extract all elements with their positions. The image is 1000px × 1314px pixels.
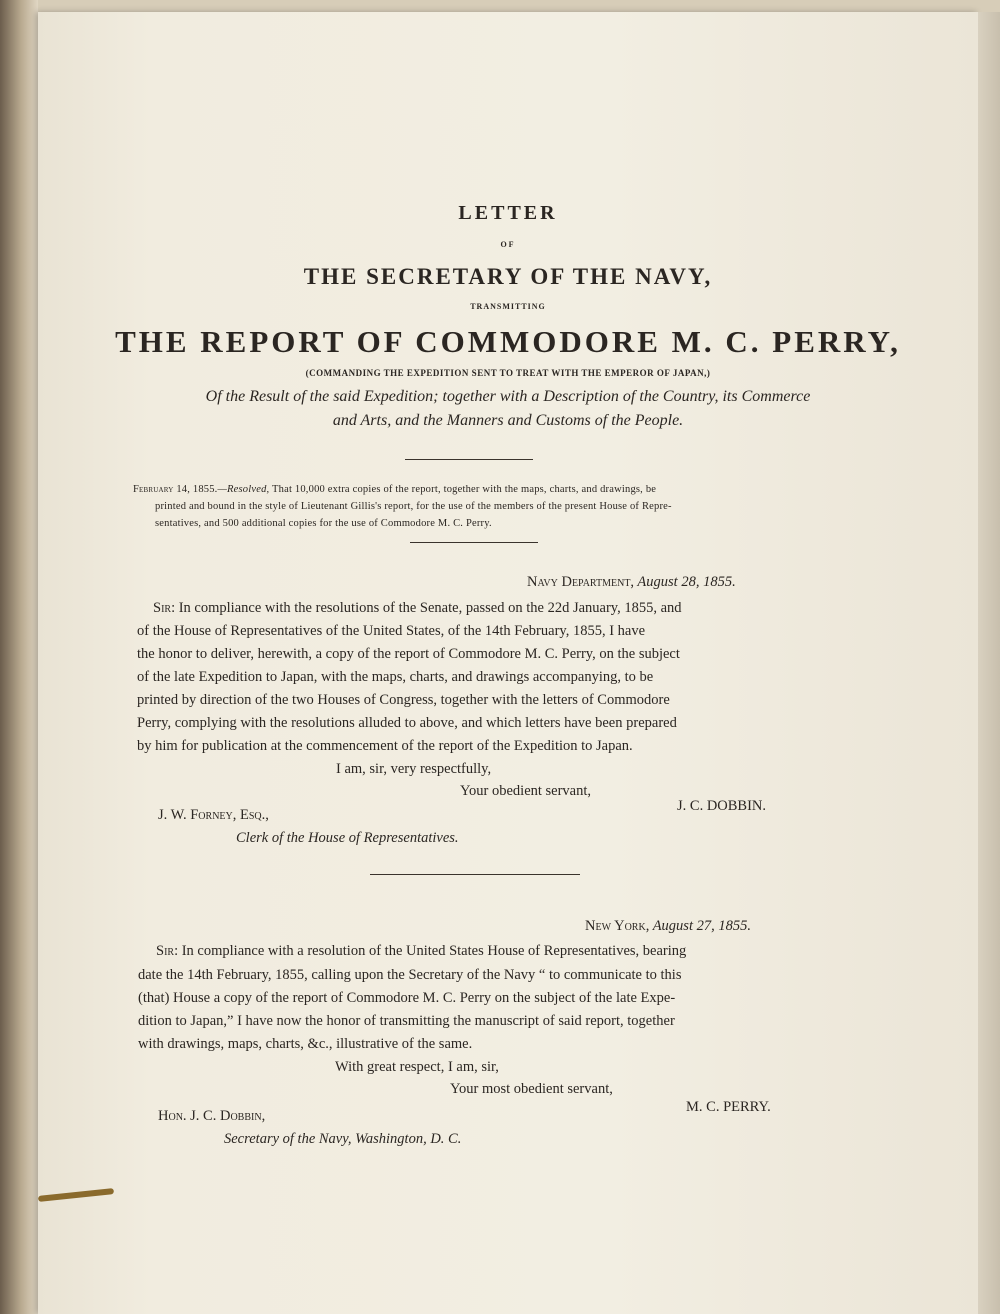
page-edge	[978, 12, 1000, 1314]
letter1-line-1	[153, 600, 682, 617]
letter2-closing-1: With great respect, I am, sir,	[335, 1059, 499, 1075]
letter1-date: August 28, 1855.	[634, 574, 736, 590]
letter1-addressee-title: Clerk of the House of Representatives.	[236, 830, 459, 846]
heading-of: OF	[500, 240, 516, 249]
letter1-addressee: J. W. Forney, Esq.,	[158, 807, 269, 823]
page-content	[38, 12, 978, 1314]
heading-report: THE REPORT OF COMMODORE M. C. PERRY,	[115, 324, 901, 359]
resolution-date: February 14, 1855.	[133, 484, 218, 495]
letter1-line-2: of the House of Representatives of the United States, of the 14th February, 1855, I have	[137, 623, 646, 639]
heading-transmitting: TRANSMITTING	[470, 302, 546, 311]
heading-commanding: (COMMANDING THE EXPEDITION SENT TO TREAT WITH THE EMPEROR OF JAPAN,)	[305, 368, 711, 378]
letter1-closing-1: I am, sir, very respectfully,	[336, 761, 492, 777]
letter2-line-4: dition to Japan,” I have now the honor of transmitting the manuscript of said report, together	[138, 1013, 675, 1029]
letter1-line-3: the honor to deliver, herewith, a copy of the report of Commodore M. C. Perry, on the subject	[137, 646, 680, 662]
book-spine	[0, 0, 38, 1314]
resolution-text: That 10,000 extra copies of the report, together with the maps, charts, and drawings, be	[269, 484, 657, 495]
resolution-line-1	[133, 484, 656, 495]
divider-rule	[405, 459, 533, 460]
letter1-closing-2: Your obedient servant,	[460, 783, 592, 799]
letter2-signature: M. C. PERRY.	[686, 1099, 771, 1115]
letter1-dateline	[527, 574, 736, 591]
divider-rule	[370, 874, 580, 875]
letter1-line-6: Perry, complying with the resolutions alluded to above, and which letters have been prepared	[137, 715, 677, 731]
letter2-dateline	[585, 918, 751, 935]
letter1-line-5: printed by direction of the two Houses of Congress, together with the letters of Commodore	[137, 692, 670, 708]
letter1-signature: J. C. DOBBIN.	[677, 798, 767, 814]
letter2-salutation: Sir:	[156, 943, 179, 959]
letter1-salutation: Sir:	[153, 600, 176, 616]
letter2-line-2: date the 14th February, 1855, calling upon the Secretary of the Navy “ to communicate to this	[138, 967, 682, 983]
letter2-line-1	[156, 943, 686, 960]
letter1-place: Navy Department,	[527, 574, 635, 590]
letter2-line-5: with drawings, maps, charts, &c., illustrative of the same.	[138, 1036, 473, 1052]
resolution-resolved: —Resolved,	[217, 484, 270, 495]
letter1-line-1-text: In compliance with the resolutions of the Senate, passed on the 22d January, 1855, and	[175, 600, 682, 616]
letter2-addressee: Hon. J. C. Dobbin,	[158, 1108, 266, 1124]
divider-rule	[410, 542, 538, 543]
book-page	[38, 12, 978, 1314]
resolution-line-2: printed and bound in the style of Lieutenant Gillis's report, for the use of the members of the present House of Repre-	[155, 501, 672, 512]
letter2-line-1-text: In compliance with a resolution of the United States House of Representatives, bearing	[178, 943, 687, 959]
letter2-addressee-title: Secretary of the Navy, Washington, D. C.	[224, 1131, 462, 1147]
letter1-line-4: of the late Expedition to Japan, with the maps, charts, and drawings accompanying, to be	[137, 669, 654, 685]
letter2-closing-2: Your most obedient servant,	[450, 1081, 613, 1097]
resolution-line-3: sentatives, and 500 additional copies for the use of Commodore M. C. Perry.	[155, 518, 492, 529]
letter2-place: New York,	[585, 918, 650, 934]
heading-subtitle-line-1: Of the Result of the said Expedition; together with a Description of the Country, its Commerce	[205, 388, 811, 405]
letter2-date: August 27, 1855.	[649, 918, 751, 934]
letter1-line-7: by him for publication at the commencement of the report of the Expedition to Japan.	[137, 738, 633, 754]
heading-subtitle-line-2: and Arts, and the Manners and Customs of the People.	[332, 412, 684, 429]
heading-secretary: THE SECRETARY OF THE NAVY,	[303, 264, 713, 289]
heading-letter: LETTER	[458, 202, 558, 224]
letter2-line-3: (that) House a copy of the report of Commodore M. C. Perry on the subject of the late Expe-	[138, 990, 676, 1006]
